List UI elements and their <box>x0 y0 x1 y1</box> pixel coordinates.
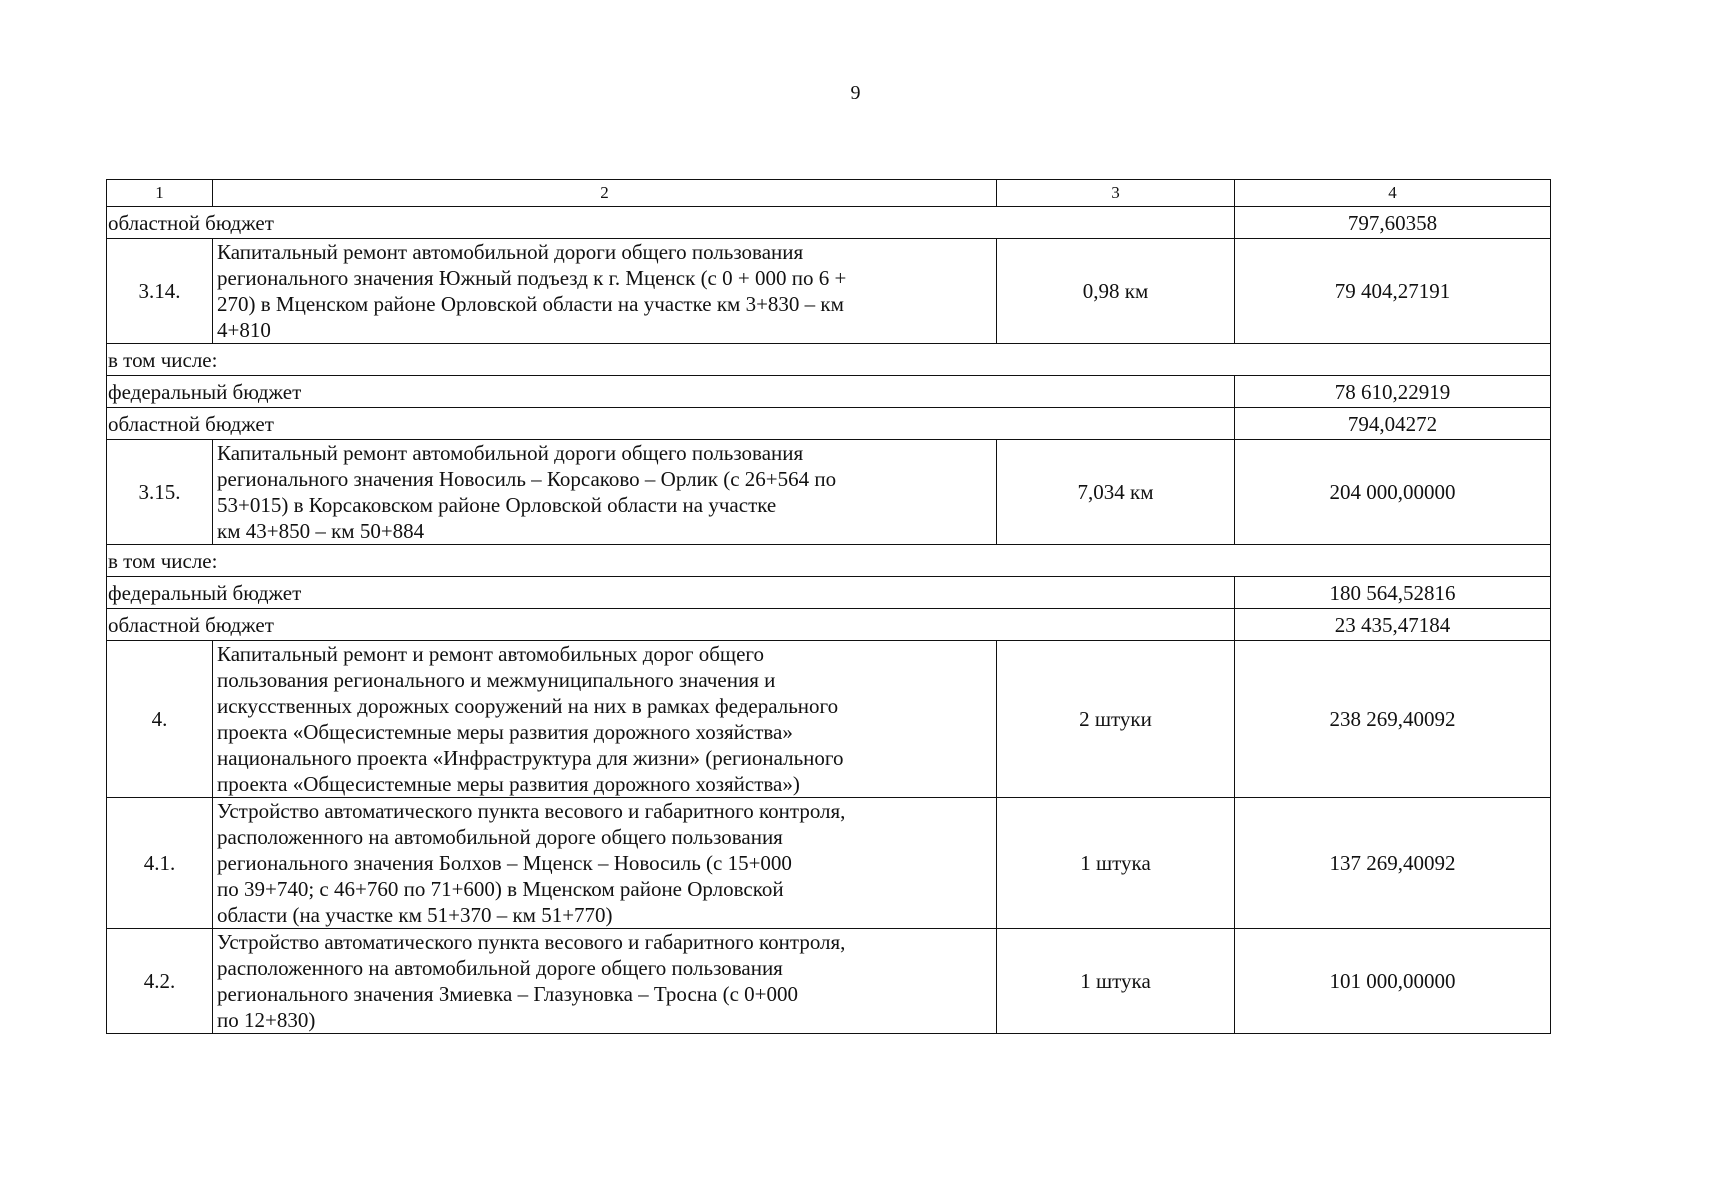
column-header-1: 1 <box>107 180 213 207</box>
row-description: Капитальный ремонт и ремонт автомобильных дорог общего пользования регионального и межмуниципального значения и искусственных дорожных сооружений на них в рамках федерального проекта «Общесистемные меры развития дорожного хозяйства» национального проекта «Инфраструктура для жизни» (регионального проекта «Общесистемные меры развития дорожного хозяйства») <box>213 641 997 798</box>
row-quantity: 2 штуки <box>997 641 1235 798</box>
row-amount: 23 435,47184 <box>1235 609 1551 641</box>
row-description: Капитальный ремонт автомобильной дороги общего пользования регионального значения Новосиль – Корсаково – Орлик (с 26+564 по 53+015) в Корсаковском районе Орловской области на участке км 43+850 – км 50+884 <box>213 440 997 545</box>
table-row <box>107 545 1551 577</box>
row-description: Устройство автоматического пункта весового и габаритного контроля, расположенного на автомобильной дороге общего пользования регионального значения Болхов – Мценск – Новосиль (с 15+000 по 39+740; с 46+760 по 71+600) в Мценском районе Орловской области (на участке км 51+370 – км 51+770) <box>213 798 997 929</box>
row-number: 4.2. <box>107 929 213 1034</box>
table-row <box>107 641 1551 798</box>
row-quantity: 1 штука <box>997 929 1235 1034</box>
row-amount: 101 000,00000 <box>1235 929 1551 1034</box>
budget-table <box>106 179 1551 1034</box>
row-description: Устройство автоматического пункта весового и габаритного контроля, расположенного на автомобильной дороге общего пользования регионального значения Змиевка – Глазуновка – Тросна (с 0+000 по 12+830) <box>213 929 997 1034</box>
column-header-3: 3 <box>997 180 1235 207</box>
row-label: федеральный бюджет <box>107 376 1235 408</box>
column-header-2: 2 <box>213 180 997 207</box>
table-row <box>107 344 1551 376</box>
row-quantity: 1 штука <box>997 798 1235 929</box>
table-row <box>107 929 1551 1034</box>
table-row <box>107 440 1551 545</box>
row-amount: 79 404,27191 <box>1235 239 1551 344</box>
row-label: в том числе: <box>107 344 1551 376</box>
table-row <box>107 577 1551 609</box>
row-amount: 78 610,22919 <box>1235 376 1551 408</box>
row-label: областной бюджет <box>107 609 1235 641</box>
table-header-row <box>107 180 1551 207</box>
row-amount: 238 269,40092 <box>1235 641 1551 798</box>
row-amount: 180 564,52816 <box>1235 577 1551 609</box>
table-row <box>107 376 1551 408</box>
row-number: 3.14. <box>107 239 213 344</box>
table-row <box>107 408 1551 440</box>
row-amount: 204 000,00000 <box>1235 440 1551 545</box>
row-quantity: 7,034 км <box>997 440 1235 545</box>
table-row <box>107 239 1551 344</box>
table-row <box>107 207 1551 239</box>
table-row <box>107 609 1551 641</box>
column-header-4: 4 <box>1235 180 1551 207</box>
row-label: в том числе: <box>107 545 1551 577</box>
row-label: областной бюджет <box>107 408 1235 440</box>
row-amount: 137 269,40092 <box>1235 798 1551 929</box>
row-quantity: 0,98 км <box>997 239 1235 344</box>
row-number: 3.15. <box>107 440 213 545</box>
row-label: областной бюджет <box>107 207 1235 239</box>
row-amount: 797,60358 <box>1235 207 1551 239</box>
row-description: Капитальный ремонт автомобильной дороги общего пользования регионального значения Южный подъезд к г. Мценск (с 0 + 000 по 6 + 270) в Мценском районе Орловской области на участке км 3+830 – км 4+810 <box>213 239 997 344</box>
table-row <box>107 798 1551 929</box>
row-number: 4. <box>107 641 213 798</box>
row-amount: 794,04272 <box>1235 408 1551 440</box>
row-label: федеральный бюджет <box>107 577 1235 609</box>
row-number: 4.1. <box>107 798 213 929</box>
page-number: 9 <box>850 82 861 104</box>
